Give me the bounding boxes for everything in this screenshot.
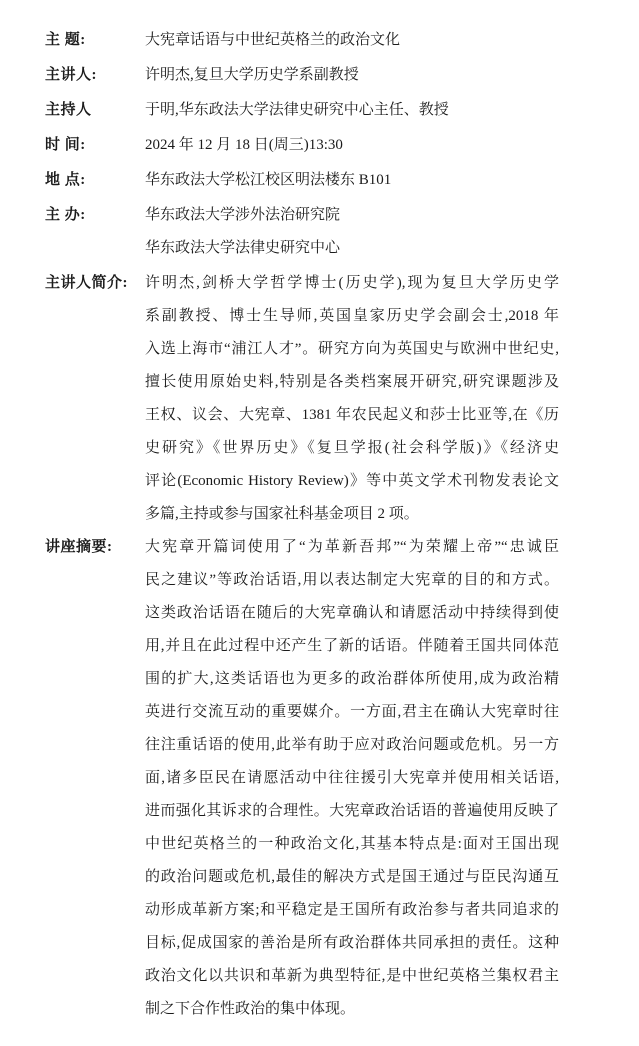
field-row-host — [45, 94, 561, 127]
field-row-time — [45, 129, 561, 162]
text-line: 往注重话语的使用,此举有助于应对政治问题或危机。另一方 — [145, 737, 559, 753]
text-line: 英进行交流互动的重要媒介。一方面,君主在确认大宪章时往 — [145, 704, 559, 720]
text-line: 大宪章开篇词使用了“为革新吾邦”“为荣耀上帝”“忠诚臣 — [145, 539, 559, 555]
text-line: 动形成革新方案;和平稳定是王国所有政治参与者共同追求的 — [145, 902, 559, 918]
text-line: 华东政法大学涉外法治研究院 — [145, 207, 341, 223]
text-line: 许明杰,剑桥大学哲学博士(历史学),现为复旦大学历史学 — [145, 275, 559, 291]
field-label-speaker-bio: 主讲人简介: — [45, 275, 128, 291]
field-label-time: 时 间: — [45, 137, 86, 153]
field-value-topic: 大宪章话语与中世纪英格兰的政治文化 — [145, 32, 401, 48]
field-value-host: 于明,华东政法大学法律史研究中心主任、教授 — [145, 102, 449, 118]
text-line: 擅长使用原始史料,特别是各类档案展开研究,研究课题涉及 — [145, 374, 559, 390]
field-row-abstract — [45, 531, 561, 1026]
text-line: 用,并且在此过程中还产生了新的话语。伴随着王国共同体范 — [145, 638, 559, 654]
field-value-time: 2024 年 12 月 18 日(周三)13:30 — [145, 137, 343, 153]
text-line: 这类政治话语在随后的大宪章确认和请愿活动中持续得到使 — [145, 605, 559, 621]
text-line: 的政治问题或危机,最佳的解决方式是国王通过与臣民沟通互 — [145, 869, 559, 885]
field-value-speaker: 许明杰,复旦大学历史学系副教授 — [145, 67, 359, 83]
field-label-topic: 主 题: — [45, 32, 86, 48]
text-line: 制之下合作性政治的集中体现。 — [145, 1001, 356, 1017]
field-row-speaker — [45, 59, 561, 92]
field-label-location: 地 点: — [45, 172, 86, 188]
text-line: 多篇,主持或参与国家社科基金项目 2 项。 — [145, 506, 419, 522]
text-line: 民之建议”等政治话语,用以表达制定大宪章的目的和方式。 — [145, 572, 559, 588]
field-label-organizer: 主 办: — [45, 207, 86, 223]
text-line: 面,诸多臣民在请愿活动中往往援引大宪章并使用相关话语, — [145, 770, 559, 786]
text-line: 中世纪英格兰的一种政治文化,其基本特点是:面对王国出现 — [145, 836, 559, 852]
field-value-location: 华东政法大学松江校区明法楼东 B101 — [145, 172, 392, 188]
text-line: 入选上海市“浦江人才”。研究方向为英国史与欧洲中世纪史, — [145, 341, 559, 357]
field-value-abstract — [145, 531, 559, 1026]
text-line: 华东政法大学法律史研究中心 — [145, 240, 341, 256]
field-label-speaker: 主讲人: — [45, 67, 97, 83]
field-value-organizer — [145, 199, 559, 265]
text-line: 系副教授、博士生导师,英国皇家历史学会副会士,2018 年 — [145, 308, 559, 324]
field-row-location — [45, 164, 561, 197]
text-line: 评论(Economic History Review)》等中英文学术刊物发表论文 — [145, 473, 559, 489]
field-row-topic — [45, 24, 561, 57]
text-line: 围的扩大,这类话语也为更多的政治群体所使用,成为政治精 — [145, 671, 559, 687]
text-line: 王权、议会、大宪章、1381 年农民起义和莎士比亚等,在《历 — [145, 407, 559, 423]
field-label-host: 主持人 — [45, 102, 92, 118]
field-label-abstract: 讲座摘要: — [45, 539, 113, 555]
text-line: 目标,促成国家的善治是所有政治群体共同承担的责任。这种 — [145, 935, 559, 951]
text-line: 进而强化其诉求的合理性。大宪章政治话语的普遍使用反映了 — [145, 803, 559, 819]
field-row-organizer — [45, 199, 561, 265]
text-line: 史研究》《世界历史》《复旦学报(社会科学版)》《经济史 — [145, 440, 559, 456]
field-row-speaker-bio — [45, 267, 561, 531]
field-value-speaker-bio — [145, 267, 559, 531]
text-line: 政治文化以共识和革新为典型特征,是中世纪英格兰集权君主 — [145, 968, 559, 984]
